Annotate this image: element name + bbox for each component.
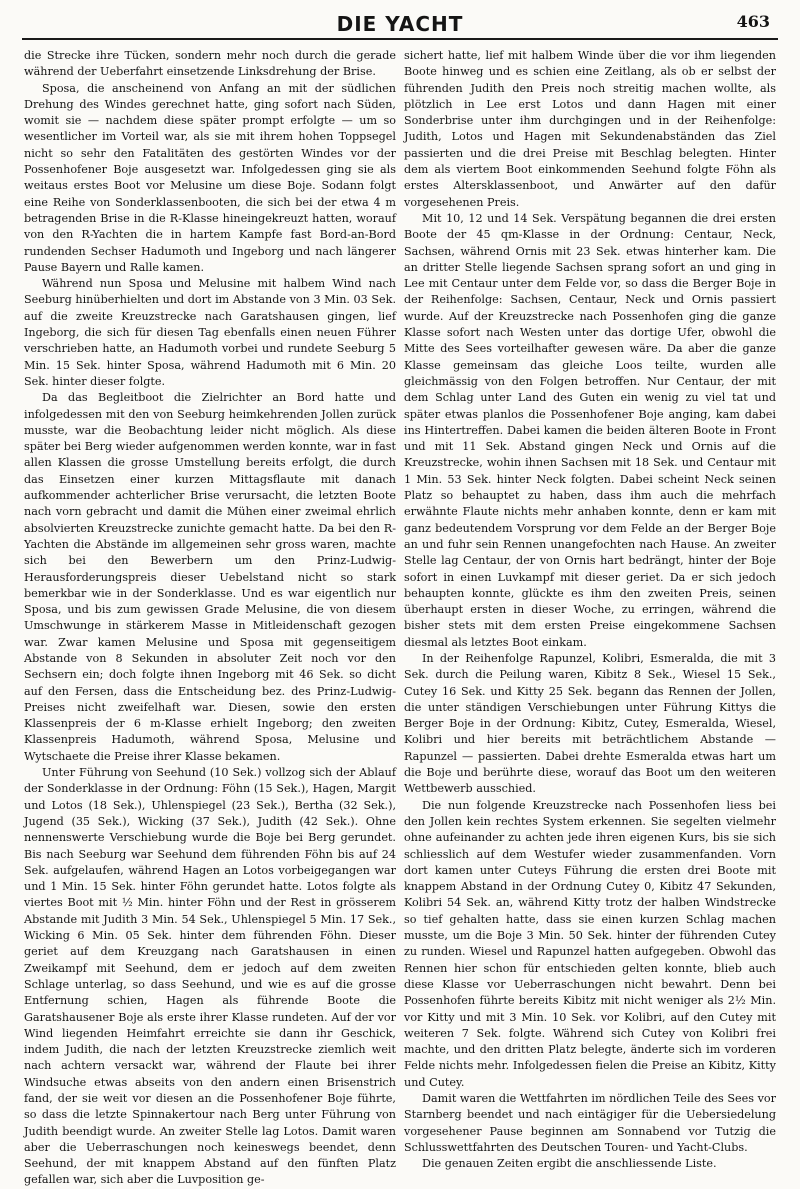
paragraph: In der Reihenfolge Rapunzel, Kolibri, Esmeralda, die mit 3 Sek. durch die Peilung waren, Kibitz 8 Sek., Wiesel 15 Sek., Cutey 16 Sek. und Kitty 25 Sek. begann das Rennen der Jollen, die unter ständigen Verschiebungen unter Führung Kittys die Berger Boje in der Ordnung: Kibitz, Cutey, Esmeralda, Wiesel, Kolibri und hier bereits mit beträchtlichem Abstande — Rapunzel — passierten. Dabei drehte Esmeralda etwas hart um die Boje und berührte diese, worauf das Boot um den weiteren Wettbewerb ausschied. [404, 651, 776, 796]
paragraph: Während nun Sposa und Melusine mit halbem Wind nach Seeburg hinüberhielten und dort im Abstande von 3 Min. 03 Sek. auf die zweite Kreuzstrecke nach Garatshausen gingen, lief Ingeborg, die sich für diesen Tag ebenfalls einen neuen Führer verschrieben hatte, an Hadumoth vorbei und rundete Seeburg 5 Min. 15 Sek. hinter Sposa, während Hadumoth mit 6 Min. 20 Sek. hinter dieser folgte. [24, 277, 396, 388]
right-column [404, 48, 776, 1171]
left-column [24, 48, 396, 1187]
paragraph: sichert hatte, lief mit halbem Winde über die vor ihm liegenden Boote hinweg und es schien eine Zeitlang, als ob er selbst der führenden Judith den Preis noch streitig machen wollte, als plötzlich in Lee erst Lotos und dann Hagen mit einer Sonderbrise unter ihm durchgingen und in der Reihenfolge: Judith, Lotos und Hagen mit Sekundenabständen das Ziel passierten und die drei Preise mit Beschlag belegten. Hinter dem als viertem Boot einkommenden Seehund folgte Föhn als erstes Altersklassenboot, und Anwärter auf den dafür vorgesehenen Preis. [404, 49, 776, 209]
paragraph: Da das Begleitboot die Zielrichter an Bord hatte und infolgedessen mit den von Seeburg heimkehrenden Jollen zurück musste, war die Beobachtung leider nicht möglich. Als diese später bei Berg wieder aufgenommen werden konnte, war in fast allen Klassen die grosse Umstellung bereits erfolgt, die durch das Einsetzen einer kurzen Mittagsflaute mit danach aufkommender achterlicher Brise verursacht, die letzten Boote nach vorn gebracht und damit die Mühen einer zweimal ehrlich absolvierten Kreuzstrecke zunichte gemacht hatte. Da bei den R-Yachten die Abstände im allgemeinen sehr gross waren, machte sich bei den Bewerbern um den Prinz-Ludwig-Herausforderungspreis dieser Uebelstand nicht so stark bemerkbar wie in der Sonderklasse. Und es war eigentlich nur Sposa, und bis zum gewissen Grade Melusine, die von diesem Umschwunge in stärkerem Masse in Mitleidenschaft gezogen war. Zwar kamen Melusine und Sposa mit gegenseitigem Abstande von 8 Sekunden in absoluter Zeit noch vor den Sechsern ein; doch folgte ihnen Ingeborg mit 46 Sek. so dicht auf den Fersen, dass die Entscheidung bez. des Prinz-Ludwig-Preises nicht zweifelhaft war. Diesen, sowie den ersten Klassenpreis der 6 m-Klasse erhielt Ingeborg; den zweiten Klassenpreis Hadumoth, während Sposa, Melusine und Wytschaete die Preise ihrer Klasse bekamen. [24, 391, 396, 763]
paragraph: Mit 10, 12 und 14 Sek. Verspätung begannen die drei ersten Boote der 45 qm-Klasse in der Ordnung: Centaur, Neck, Sachsen, während Ornis mit 23 Sek. etwas hinterher kam. Die an dritter Stelle liegende Sachsen sprang sofort an und ging in Lee mit Centaur unter dem Felde vor, so dass die Berger Boje in der Reihenfolge: Sachsen, Centaur, Neck und Ornis passiert wurde. Auf der Kreuzstrecke nach Possenhofen ging die ganze Klasse sofort nach Westen unter das dortige Ufer, obwohl die Mitte des Sees vorteilhafter gewesen wäre. Da aber die ganze Klasse gemeinsam das gleiche Loos teilte, wurden alle gleichmässig von den Folgen betroffen. Nur Centaur, der mit dem Schlag unter Land des Guten ein wenig zu viel tat und später etwas planlos die Possenhofener Boje anging, kam dabei ins Hintertreffen. Dabei kamen die beiden älteren Boote in Front und mit 11 Sek. Abstand gingen Neck und Ornis auf die Kreuzstrecke, wohin ihnen Sachsen mit 18 Sek. und Centaur mit 1 Min. 53 Sek. hinter Neck folgten. Dabei scheint Neck seinen Platz so behauptet zu haben, dass ihm auch die mehrfach erwähnte Flaute nichts mehr anhaben konnte, denn er kam mit ganz bedeutendem Vorsprung vor dem Felde an der Berger Boje an und fuhr sein Rennen unangefochten nach Hause. An zweiter Stelle lag Centaur, der von Ornis hart bedrängt, hinter der Boje sofort in einen Luvkampf mit dieser geriet. Da er sich jedoch behaupten konnte, glückte es ihm den zweiten Preis, seinen überhaupt ersten in dieser Woche, zu erringen, während die bisher stets mit dem ersten Preise eingekommene Sachsen diesmal als letztes Boot einkam. [404, 211, 776, 649]
paragraph: Die genauen Zeiten ergibt die anschliessende Liste. [422, 1157, 717, 1171]
page-header [22, 8, 778, 40]
paragraph: Die nun folgende Kreuzstrecke nach Possenhofen liess bei den Jollen kein rechtes System erkennen. Sie segelten vielmehr ohne aufeinander zu achten jede ihren eigenen Kurs, bis sie sich schliesslich auf dem Westufer wieder zusammenfanden. Vorn dort kamen unter Cuteys Führung die ersten drei Boote mit knappem Abstand in der Ordnung Cutey 0, Kibitz 47 Sekunden, Kolibri 54 Sek. an, während Kitty trotz der halben Windstrecke so tief gehalten hatte, dass sie einen kurzen Schlag machen musste, um die Boje 3 Min. 50 Sek. hinter der führenden Cutey zu runden. Wiesel und Rapunzel hatten aufgegeben. Obwohl das Rennen hier schon für entschieden gelten konnte, blieb auch diese Klasse vor Ueberraschungen nicht bewahrt. Denn bei Possenhofen führte bereits Kibitz mit nicht weniger als 2½ Min. vor Kitty und mit 3 Min. 10 Sek. vor Kolibri, auf den Cutey mit weiteren 7 Sek. folgte. Während sich Cutey von Kolibri frei machte, und den dritten Platz belegte, änderte sich im vorderen Felde nichts mehr. Infolgedessen fielen die Preise an Kibitz, Kitty und Cutey. [404, 798, 776, 1089]
paragraph: Damit waren die Wettfahrten im nördlichen Teile des Sees vor Starnberg beendet und nach eintägiger für die Uebersiedelung vorgesehener Pause beginnen am Sonnabend vor Tutzig die Schlusswettfahrten des Deutschen Touren- und Yacht-Clubs. [404, 1092, 776, 1154]
page-number: 463 [736, 12, 770, 31]
journal-title: DIE YACHT [336, 12, 464, 36]
text-columns [24, 48, 776, 1187]
paragraph: die Strecke ihre Tücken, sondern mehr noch durch die gerade während der Ueberfahrt einsetzende Linksdrehung der Brise. [24, 49, 396, 79]
paragraph: Sposa, die anscheinend von Anfang an mit der südlichen Drehung des Windes gerechnet hatte, ging sofort nach Süden, womit sie — nachdem diese später prompt erfolgte — um so wesentlicher im Vorteil war, als sie mit ihrem hohen Toppsegel nicht so sehr den Fatalitäten des gestörten Windes vor der Possenhofener Boje ausgesetzt war. Infolgedessen ging sie als weitaus erstes Boot vor Melusine um diese Boje. Sodann folgt eine Reihe von Sonderklassenbooten, die sich bei der etwa 4 m betragenden Brise in die R-Klasse hineingekreuzt hatten, worauf von den R-Yachten die in hartem Kampfe fast Bord-an-Bord rundenden Sechser Hadumoth und Ingeborg und nach längerer Pause Bayern und Ralle kamen. [24, 81, 396, 274]
paragraph: Unter Führung von Seehund (10 Sek.) vollzog sich der Ablauf der Sonderklasse in der Ordnung: Föhn (15 Sek.), Hagen, Margit und Lotos (18 Sek.), Uhlenspiegel (23 Sek.), Bertha (32 Sek.), Jugend (35 Sek.), Wicking (37 Sek.), Judith (42 Sek.). Ohne nennenswerte Verschiebung wurde die Boje bei Berg gerundet. Bis nach Seeburg war Seehund dem führenden Föhn bis auf 24 Sek. aufgelaufen, während Hagen an Lotos vorbeigegangen war und 1 Min. 15 Sek. hinter Föhn gerundet hatte. Lotos folgte als viertes Boot mit ½ Min. hinter Föhn und der Rest in grösserem Abstande mit Judith 3 Min. 54 Sek., Uhlenspiegel 5 Min. 17 Sek., Wicking 6 Min. 05 Sek. hinter dem führenden Föhn. Dieser geriet auf dem Kreuzgang nach Garatshausen in einen Zweikampf mit Seehund, dem er jedoch auf dem zweiten Schlage unterlag, so dass Seehund, und wie es auf die grosse Entfernung schien, Hagen als führende Boote die Garatshausener Boje als erste ihrer Klasse rundeten. Auf der vor Wind liegenden Heimfahrt erreichte sie dann ihr Geschick, indem Judith, die nach der letzten Kreuzstrecke ziemlich weit nach achtern versackt war, während der Flaute bei ihrer Windsuche etwas abseits von den andern einen Brisenstrich fand, der sie weit vor diesen an die Possenhofener Boje führte, so dass die letzte Spinnakertour nach Berg unter Führung von Judith beendigt wurde. An zweiter Stelle lag Lotos. Damit waren aber die Ueberraschungen noch keineswegs beendet, denn Seehund, der mit knappem Abstand auf den fünften Platz gefallen war, sich aber die Luvposition ge- [24, 766, 396, 1187]
